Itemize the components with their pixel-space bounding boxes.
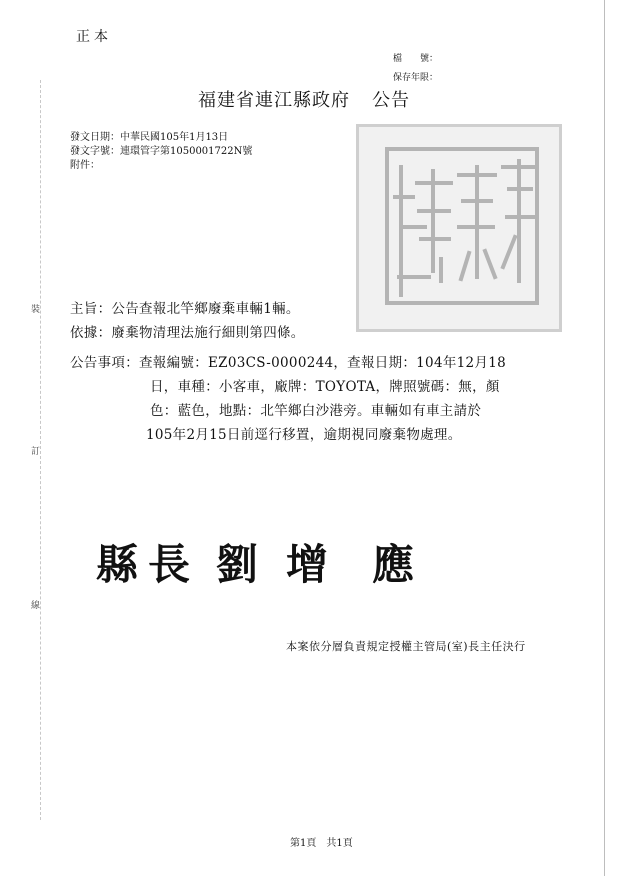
archive-meta: [376, 50, 438, 88]
agency-name: 福建省連江縣政府: [198, 90, 350, 111]
signature-char: 長: [148, 540, 191, 589]
retention-label: 保存年限：: [392, 73, 438, 83]
signature-char: 縣: [96, 540, 139, 589]
page-edge: [604, 0, 605, 876]
page-total: 共1頁: [326, 838, 353, 849]
issue-info: [70, 131, 252, 173]
attachment-label: 附件：: [70, 160, 100, 171]
binding-line: [40, 80, 41, 820]
notice-line: 日，車種：小客車，廠牌：TOYOTA，牌照號碼：無，顏: [150, 379, 500, 395]
binding-mark: 裝: [31, 305, 41, 315]
seal-mark-icon: [359, 127, 559, 329]
notice-line: 105年2月15日前逕行移置，逾期視同廢棄物處理。: [146, 427, 462, 443]
notice-line: 公告事項：查報編號：EZ03CS-0000244，查報日期：104年12月18: [70, 355, 506, 371]
binding-mark: 訂: [31, 447, 41, 457]
signature-char: 增: [286, 540, 329, 589]
subject-line: 主旨：公告查報北竿鄉廢棄車輛1輛。: [70, 301, 300, 317]
reference-label: 發文字號：: [70, 146, 120, 157]
issue-date-value: 中華民國105年1月13日: [120, 132, 229, 143]
signature-char: 應: [372, 540, 415, 589]
page-footer: [290, 834, 353, 849]
page-number: 第1頁: [290, 838, 317, 849]
notice-line: 色：藍色，地點：北竿鄉白沙港旁。車輛如有車主請於: [150, 403, 482, 419]
delegation-note: 本案依分層負責規定授權主管局(室)長主任決行: [286, 640, 526, 653]
basis-line: 依據：廢棄物清理法施行細則第四條。: [70, 325, 305, 341]
official-seal-stamp: [356, 124, 562, 332]
reference-value: 連環管字第1050001722N號: [120, 146, 253, 157]
page-title: [198, 86, 410, 112]
issue-date-label: 發文日期：: [70, 132, 120, 143]
file-no-label: 檔 號：: [392, 54, 438, 64]
document-type: 公告: [372, 90, 410, 111]
copy-label: 正本: [76, 29, 112, 45]
signature-char: 劉: [216, 540, 259, 589]
binding-mark: 線: [31, 601, 41, 611]
magistrate-signature: [96, 532, 456, 596]
